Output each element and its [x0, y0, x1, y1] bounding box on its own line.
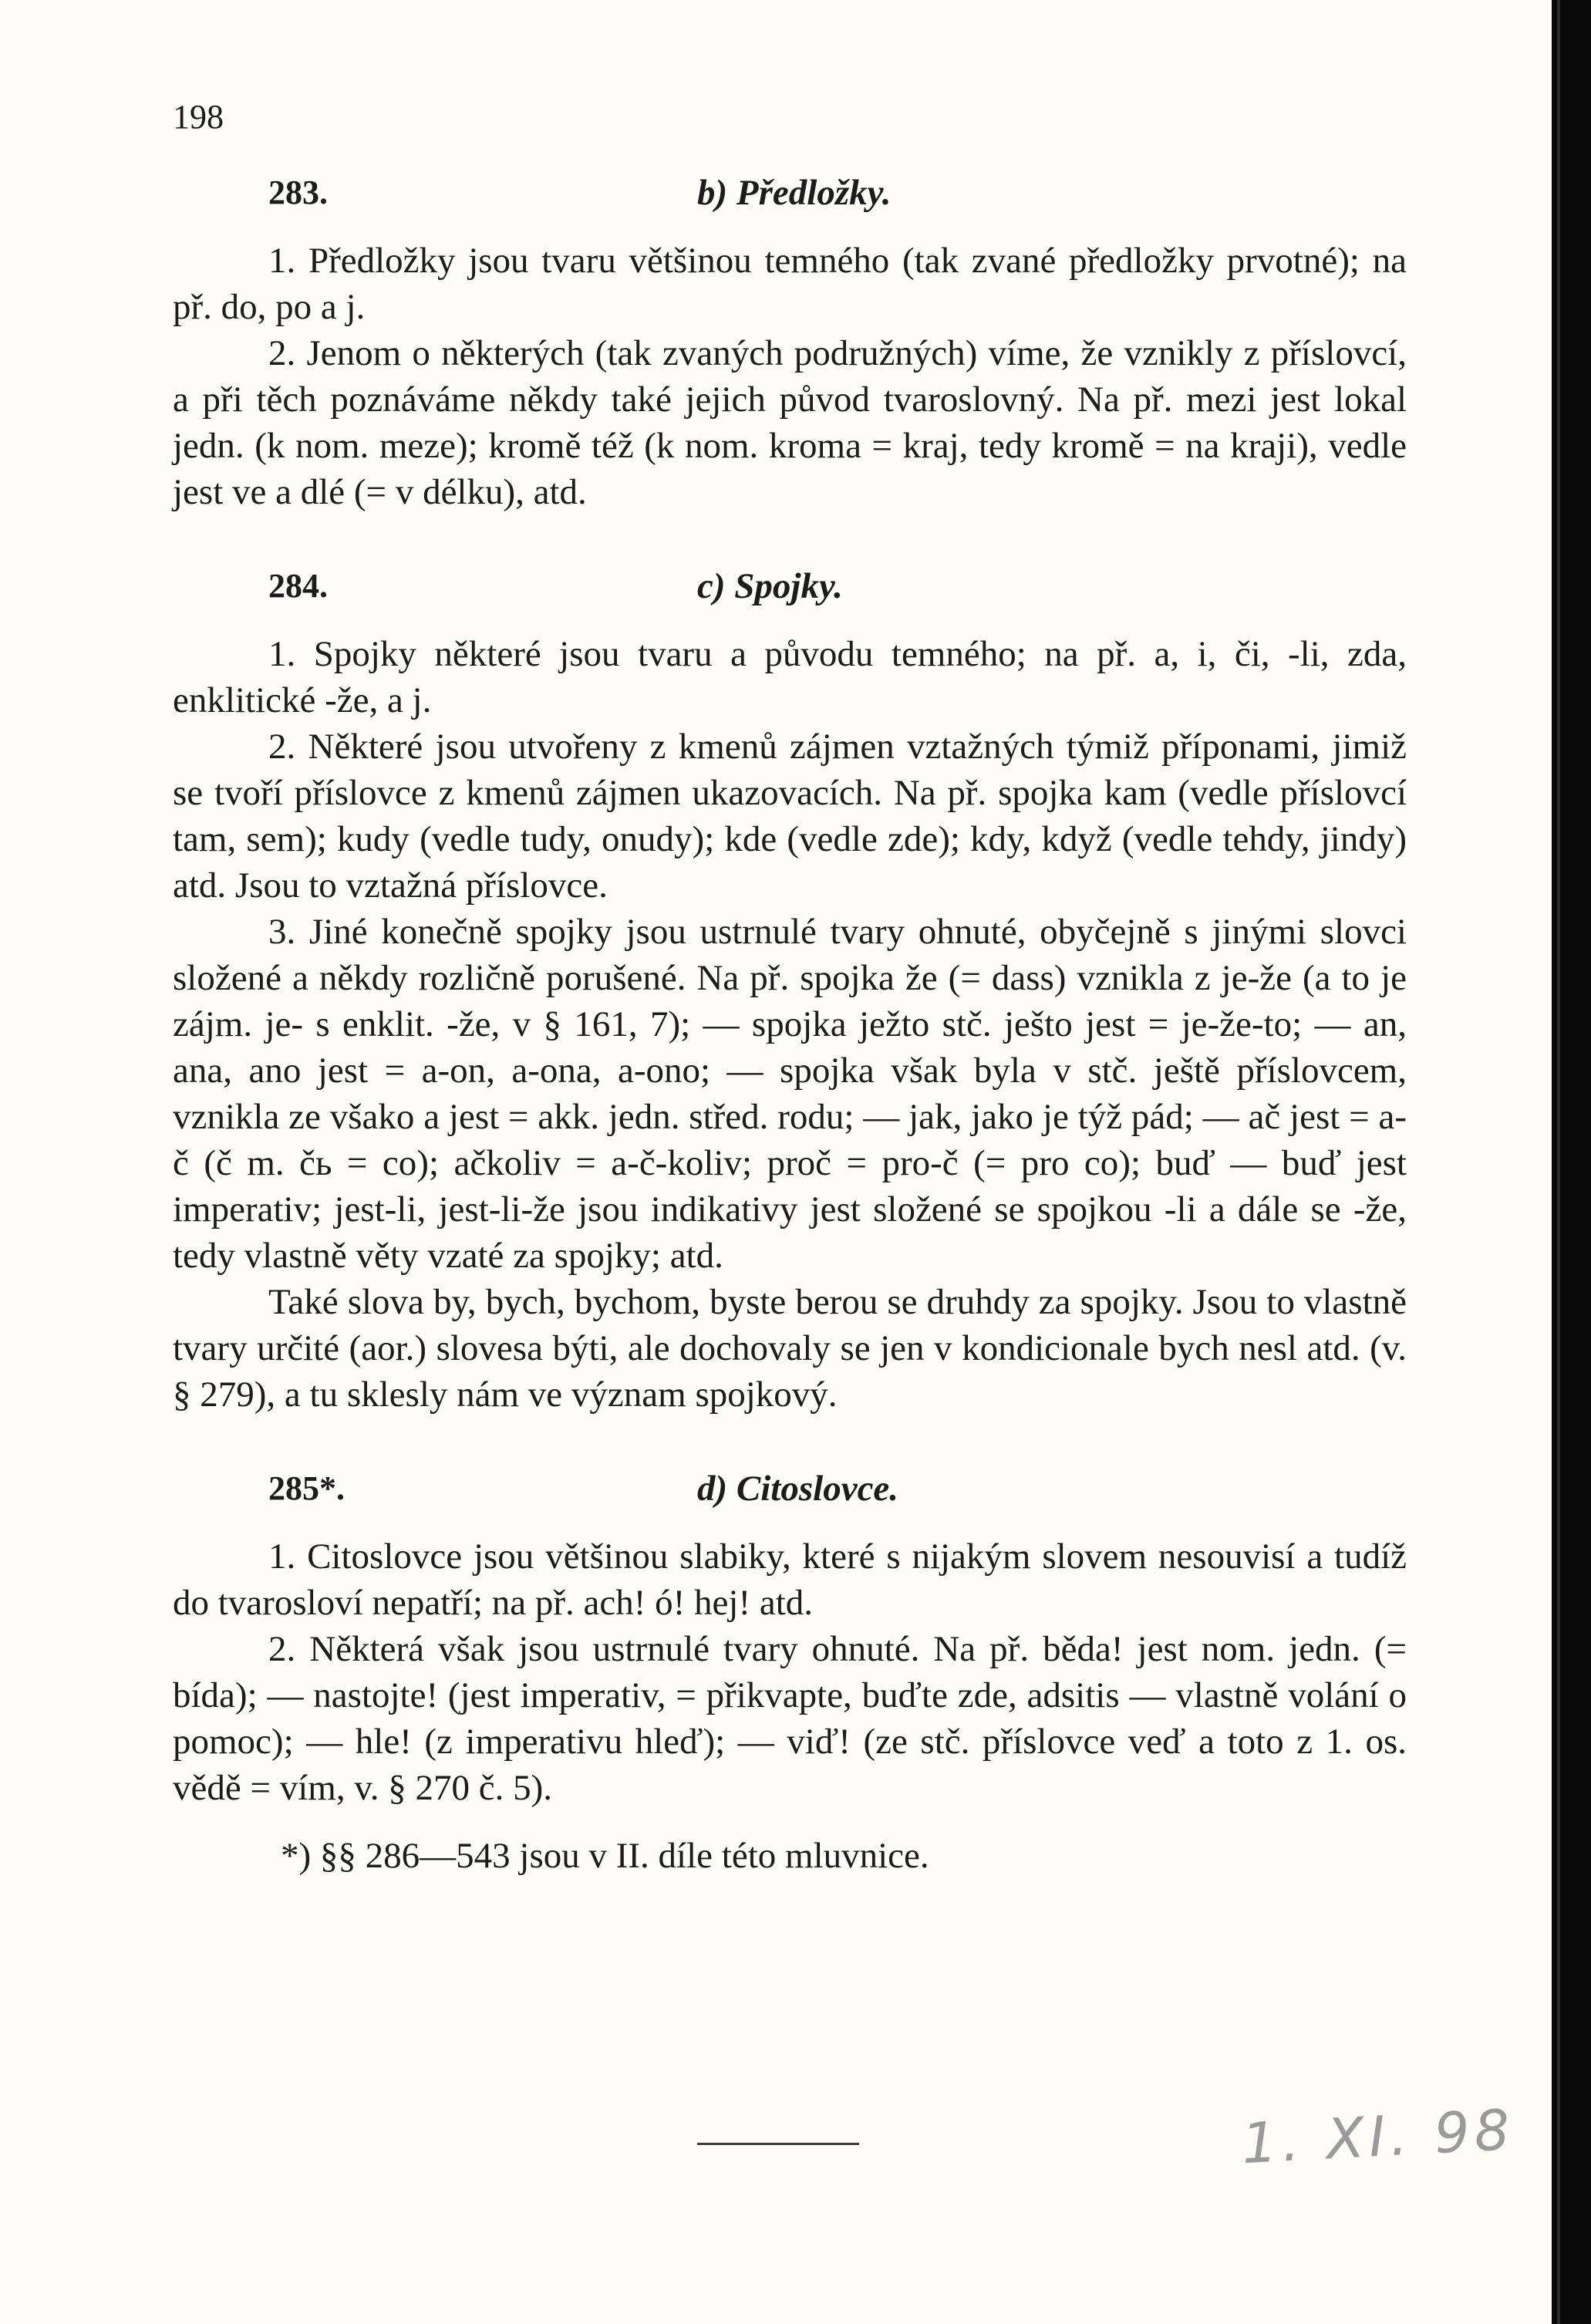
section-number: 285*.	[268, 1469, 345, 1507]
divider	[697, 2143, 859, 2145]
paragraph: 2. Některé jsou utvořeny z kmenů zájmen vztažných týmiž příponami, jimiž se tvoří příslovce z kmenů zájmen ukazovacích. Na př. spojka kam (vedle příslovcí tam, sem); kudy (vedle tudy, onudy); kde (vedle zde); kdy, když (vedle tehdy, jindy) atd. Jsou to vztažná příslovce.	[173, 727, 1407, 906]
section-283	[173, 170, 1407, 515]
paragraph: 1. Citoslovce jsou většinou slabiky, které s nijakým slovem nesouvisí a tudíž do tvarosloví nepatří; na př. ach! ó! hej! atd.	[173, 1536, 1407, 1623]
footnote: *) §§ 286—543 jsou v II. díle této mluvnice.	[281, 1836, 929, 1876]
paragraph: 1. Předložky jsou tvaru většinou temného (tak zvané předložky prvotné); na př. do, po a j.	[173, 241, 1407, 327]
section-heading	[173, 563, 1407, 609]
paragraph: 2. Jenom o některých (tak zvaných podružných) víme, že vznikly z příslovcí, a při těch poznáváme někdy také jejich původ tvaroslovný. Na př. mezi jest lokal jedn. (k nom. meze); kromě též (k nom. kroma = kraj, tedy kromě = na kraji), vedle jest ve a dlé (= v délku), atd.	[173, 333, 1407, 512]
handwritten-note: 1. XI. 98	[1240, 2096, 1516, 2177]
section-285	[173, 1466, 1407, 1811]
paragraph: 1. Spojky některé jsou tvaru a původu temného; na př. a, i, či, -li, zda, enklitické -že, a j.	[173, 634, 1407, 720]
section-title: d) Citoslovce.	[697, 1469, 899, 1509]
section-284	[173, 563, 1407, 1418]
scan-edge-line	[1557, 0, 1560, 2324]
section-heading	[173, 1466, 1407, 1512]
section-heading	[173, 170, 1407, 216]
section-number: 283.	[268, 174, 328, 211]
page-content	[173, 170, 1407, 1879]
paragraph: Také slova by, bych, bychom, byste berou se druhdy za spojky. Jsou to vlastně tvary určité (aor.) slovesa býti, ale dochovaly se jen v kondicionale bych nesl atd. (v. § 279), a tu sklesly nám ve význam spojkový.	[173, 1282, 1407, 1415]
section-number: 284.	[268, 567, 328, 605]
page-number: 198	[173, 98, 224, 136]
section-title: c) Spojky.	[697, 566, 843, 606]
paragraph: 2. Některá však jsou ustrnulé tvary ohnuté. Na př. běda! jest nom. jedn. (= bída); — nastojte! (jest imperativ, = přikvapte, buďte zde, adsitis — vlastně volání o pomoc); — hle! (z imperativu hleď); — viď! (ze stč. příslovce veď a toto z 1. os. vědě = vím, v. § 270 č. 5).	[173, 1629, 1407, 1808]
section-title: b) Předložky.	[697, 173, 892, 213]
paragraph: 3. Jiné konečně spojky jsou ustrnulé tvary ohnuté, obyčejně s jinými slovci složené a někdy rozličně porušené. Na př. spojka že (= dass) vznikla z je-že (a to je zájm. je- s enklit. -že, v § 161, 7); — spojka ježto stč. ješto jest = je-že-to; — an, ana, ano jest = a-on, a-ona, a-ono; — spojka však byla v stč. ještě příslovcem, vznikla ze všako a jest = akk. jedn. střed. rodu; — jak, jako je týž pád; — ač jest = a-č (č m. čь = co); ačkoliv = a-č-koliv; proč = pro-č (= pro co); buď — buď jest imperativ; jest-li, jest-li-že jsou indikativy jest složené se spojkou -li a dále se -že, tedy vlastně věty vzaté za spojky; atd.	[173, 912, 1407, 1276]
